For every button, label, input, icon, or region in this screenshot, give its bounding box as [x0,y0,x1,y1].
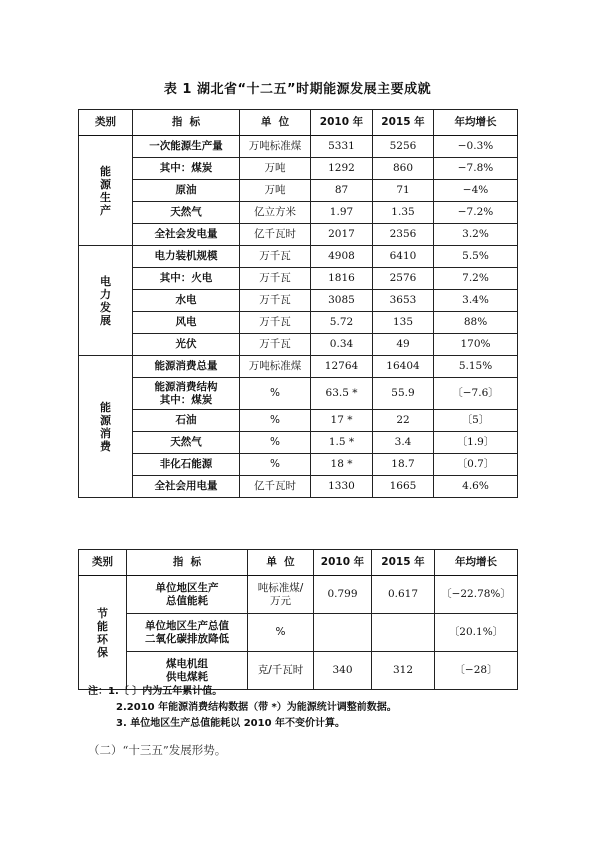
value-2010-cell: 340 [314,652,372,690]
table-row [79,432,518,454]
table-row [79,246,518,268]
indicator-cell: 单位地区生产 总值能耗 [127,576,248,614]
value-2015-cell: 3.4 [373,432,434,454]
value-2015-cell: 6410 [373,246,434,268]
value-2010-cell: 5.72 [311,312,373,334]
table-row [79,180,518,202]
value-2015-cell: 3653 [373,290,434,312]
note-1: 注：1.〔 〕内为五年累计值。 [88,686,223,697]
growth-cell: 〔5〕 [434,410,518,432]
energy-saving-table [78,549,518,690]
indicator-cell: 一次能源生产量 [133,136,240,158]
header-2015: 2015 年 [373,110,434,136]
growth-cell: 〔1.9〕 [434,432,518,454]
table-row [79,410,518,432]
table-row [79,202,518,224]
table-row [79,224,518,246]
growth-cell: 3.2% [434,224,518,246]
value-2010-cell: 1.5 * [311,432,373,454]
growth-cell: 〔0.7〕 [434,454,518,476]
value-2010-cell: 2017 [311,224,373,246]
unit-cell: 万吨 [240,158,311,180]
note-2: 2.2010 年能源消费结构数据（带 *）为能源统计调整前数据。 [116,702,397,713]
table-row [79,334,518,356]
value-2015-cell: 2356 [373,224,434,246]
indicator-cell: 电力装机规模 [133,246,240,268]
value-2015-cell: 2576 [373,268,434,290]
value-2010-cell: 0.34 [311,334,373,356]
growth-cell: 〔−22.78%〕 [435,576,518,614]
value-2015-cell: 22 [373,410,434,432]
indicator-cell: 能源消费结构 其中：煤炭 [133,378,240,410]
growth-cell: 170% [434,334,518,356]
value-2015-cell: 1.35 [373,202,434,224]
header-2015: 2015 年 [372,550,435,576]
indicator-cell: 水电 [133,290,240,312]
unit-cell: % [240,432,311,454]
value-2010-cell: 5331 [311,136,373,158]
unit-cell: 万吨标准煤 [240,136,311,158]
indicator-cell: 全社会发电量 [133,224,240,246]
table-row [79,356,518,378]
unit-cell: % [240,454,311,476]
table-header-row [79,550,518,576]
header-2010: 2010 年 [311,110,373,136]
unit-cell: 万千瓦 [240,334,311,356]
growth-cell: 7.2% [434,268,518,290]
growth-cell: −7.2% [434,202,518,224]
header-category: 类别 [79,550,127,576]
header-growth: 年均增长 [434,110,518,136]
unit-cell: 吨标准煤/ 万元 [248,576,314,614]
indicator-cell: 原油 [133,180,240,202]
header-2010: 2010 年 [314,550,372,576]
indicator-cell: 全社会用电量 [133,476,240,498]
value-2010-cell: 0.799 [314,576,372,614]
header-unit: 单 位 [248,550,314,576]
table-notes [88,684,397,732]
value-2010-cell: 87 [311,180,373,202]
indicator-cell: 光伏 [133,334,240,356]
table-title: 表 1 湖北省“十二五”时期能源发展主要成就 [163,82,432,97]
value-2010-cell: 1330 [311,476,373,498]
category-cell: 能源消费 [79,356,133,498]
value-2010-cell: 1.97 [311,202,373,224]
value-2010-cell: 1292 [311,158,373,180]
indicator-cell: 石油 [133,410,240,432]
value-2015-cell: 1665 [373,476,434,498]
growth-cell: 5.15% [434,356,518,378]
unit-cell: 万千瓦 [240,268,311,290]
category-cell: 电力发展 [79,246,133,356]
value-2015-cell: 0.617 [372,576,435,614]
indicator-cell: 单位地区生产总值 二氧化碳排放降低 [127,614,248,652]
value-2015-cell: 55.9 [373,378,434,410]
value-2010-cell: 4908 [311,246,373,268]
value-2015-cell: 5256 [373,136,434,158]
table-header-row [79,110,518,136]
value-2010-cell: 3085 [311,290,373,312]
unit-cell: % [248,614,314,652]
value-2015-cell: 312 [372,652,435,690]
indicator-cell: 非化石能源 [133,454,240,476]
table-row [79,268,518,290]
energy-achievements-table [78,109,518,498]
indicator-cell: 风电 [133,312,240,334]
indicator-cell: 天然气 [133,202,240,224]
growth-cell: 3.4% [434,290,518,312]
unit-cell: 万千瓦 [240,290,311,312]
category-cell: 节能环保 [79,576,127,690]
value-2010-cell: 1816 [311,268,373,290]
unit-cell: 亿千瓦时 [240,224,311,246]
table-row [79,454,518,476]
indicator-cell: 能源消费总量 [133,356,240,378]
growth-cell: −0.3% [434,136,518,158]
growth-cell: 〔20.1%〕 [435,614,518,652]
growth-cell: 〔−7.6〕 [434,378,518,410]
note-3: 3. 单位地区生产总值能耗以 2010 年不变价计算。 [116,718,346,729]
category-cell: 能源生产 [79,136,133,246]
unit-cell: % [240,410,311,432]
indicator-cell: 天然气 [133,432,240,454]
indicator-cell: 其中：火电 [133,268,240,290]
header-indicator: 指 标 [127,550,248,576]
header-growth: 年均增长 [435,550,518,576]
indicator-cell: 煤电机组 供电煤耗 [127,652,248,690]
growth-cell: −7.8% [434,158,518,180]
value-2010-cell [314,614,372,652]
value-2015-cell: 860 [373,158,434,180]
value-2015-cell: 71 [373,180,434,202]
table-row [79,576,518,614]
table-row [79,158,518,180]
value-2010-cell: 12764 [311,356,373,378]
indicator-cell: 其中：煤炭 [133,158,240,180]
header-unit: 单 位 [240,110,311,136]
table-row [79,312,518,334]
unit-cell: 万吨 [240,180,311,202]
growth-cell: 5.5% [434,246,518,268]
section-heading: （二）“十三五”发展形势。 [88,743,227,757]
header-indicator: 指 标 [133,110,240,136]
value-2015-cell: 18.7 [373,454,434,476]
unit-cell: 亿千瓦时 [240,476,311,498]
growth-cell: −4% [434,180,518,202]
unit-cell: 万千瓦 [240,246,311,268]
table-row [79,290,518,312]
growth-cell: 〔−28〕 [435,652,518,690]
unit-cell: 亿立方米 [240,202,311,224]
unit-cell: 克/千瓦时 [248,652,314,690]
value-2010-cell: 18 * [311,454,373,476]
value-2015-cell: 16404 [373,356,434,378]
table-row [79,476,518,498]
value-2015-cell: 49 [373,334,434,356]
unit-cell: % [240,378,311,410]
value-2015-cell: 135 [373,312,434,334]
growth-cell: 88% [434,312,518,334]
growth-cell: 4.6% [434,476,518,498]
value-2015-cell [372,614,435,652]
table-row [79,614,518,652]
unit-cell: 万千瓦 [240,312,311,334]
table-row [79,136,518,158]
unit-cell: 万吨标准煤 [240,356,311,378]
header-category: 类别 [79,110,133,136]
value-2010-cell: 63.5 * [311,378,373,410]
table-row [79,378,518,410]
value-2010-cell: 17 * [311,410,373,432]
